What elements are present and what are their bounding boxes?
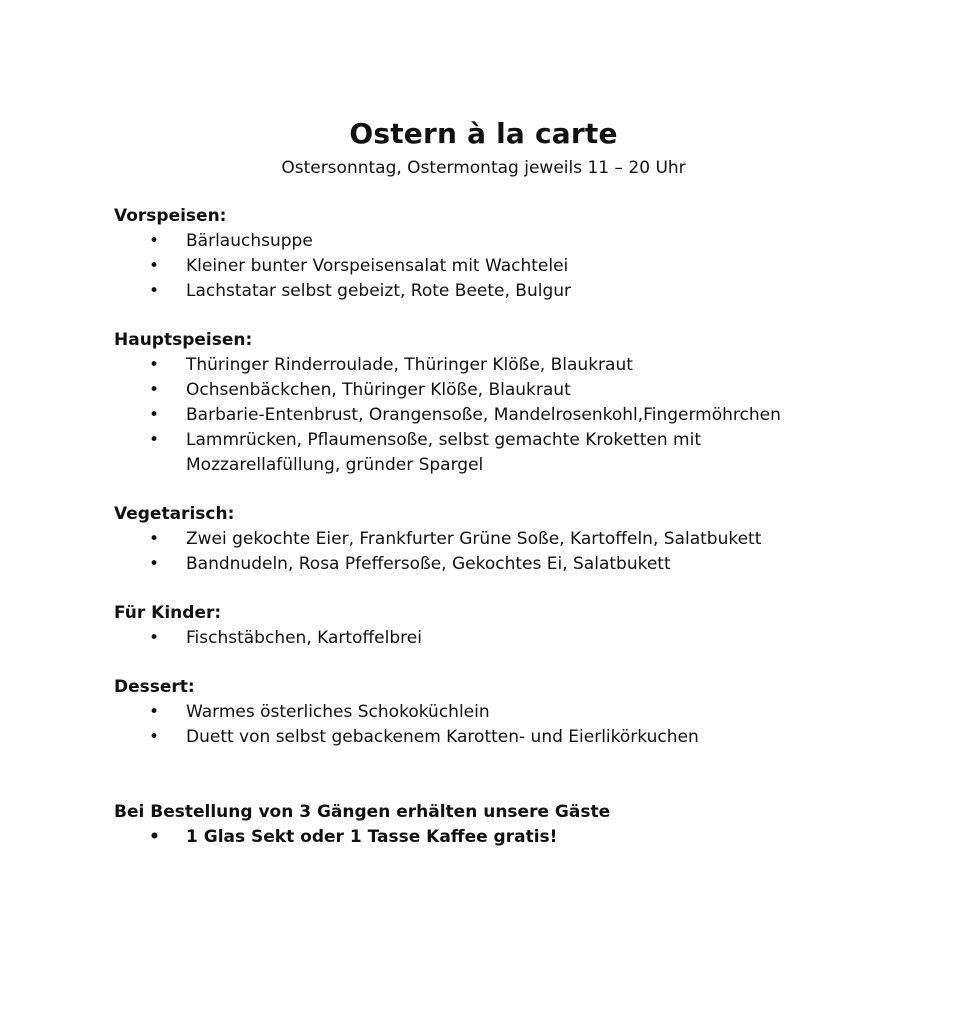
list-item: [114, 527, 874, 552]
item-text: Lachstatar selbst gebeizt, Rote Beete, Bulgur: [186, 281, 572, 301]
section-heading: Dessert:: [114, 677, 195, 697]
section-fuer-kinder: [114, 601, 874, 651]
section-vegetarisch: [114, 502, 874, 577]
item-list: [114, 825, 874, 850]
list-item: [114, 725, 874, 750]
item-text: Warmes österliches Schokoküchlein: [186, 702, 490, 722]
menu-content: [114, 204, 874, 850]
bullet-icon: •: [149, 281, 160, 301]
list-item: [114, 229, 874, 254]
item-text: Duett von selbst gebackenem Karotten- und Eierlikörkuchen: [186, 727, 699, 747]
bullet-icon: •: [149, 355, 160, 375]
list-item: [114, 378, 874, 403]
list-item: [114, 428, 766, 478]
bullet-icon: •: [149, 529, 160, 549]
section-heading: Hauptspeisen:: [114, 330, 253, 350]
section-vorspeisen: [114, 204, 874, 304]
bullet-icon: •: [149, 827, 160, 847]
bullet-icon: •: [149, 430, 160, 450]
bullet-icon: •: [149, 256, 160, 276]
page-title: Ostern à la carte: [349, 117, 618, 150]
list-item: [114, 279, 874, 304]
item-text: Kleiner bunter Vorspeisensalat mit Wachtelei: [186, 256, 569, 276]
item-text: Thüringer Rinderroulade, Thüringer Klöße, Blaukraut: [186, 355, 633, 375]
section-heading: Für Kinder:: [114, 603, 222, 623]
section-heading: Vorspeisen:: [114, 206, 227, 226]
item-text: Zwei gekochte Eier, Frankfurter Grüne Soße, Kartoffeln, Salatbukett: [186, 529, 762, 549]
bullet-icon: •: [149, 702, 160, 722]
offer-item: [114, 825, 874, 850]
offer-section: [114, 800, 874, 850]
item-list: [114, 527, 874, 577]
bullet-icon: •: [149, 554, 160, 574]
item-list: [114, 229, 874, 304]
list-item: [114, 254, 874, 279]
section-dessert: [114, 675, 874, 750]
offer-heading: Bei Bestellung von 3 Gängen erhälten unsere Gäste: [114, 802, 611, 822]
list-item: [114, 403, 874, 428]
list-item: [114, 552, 874, 577]
item-list: [114, 353, 874, 478]
item-text: Barbarie-Entenbrust, Orangensoße, Mandelrosenkohl,Fingermöhrchen: [186, 405, 781, 425]
bullet-icon: •: [149, 380, 160, 400]
list-item: [114, 626, 874, 651]
item-list: [114, 626, 874, 651]
bullet-icon: •: [149, 405, 160, 425]
item-text: Fischstäbchen, Kartoffelbrei: [186, 628, 422, 648]
list-item: [114, 700, 874, 725]
page-subtitle: Ostersonntag, Ostermontag jeweils 11 – 20 Uhr: [281, 158, 686, 178]
item-text: Bärlauchsuppe: [186, 231, 313, 251]
item-text: Ochsenbäckchen, Thüringer Klöße, Blaukraut: [186, 380, 571, 400]
bullet-icon: •: [149, 727, 160, 747]
bullet-icon: •: [149, 628, 160, 648]
bullet-icon: •: [149, 231, 160, 251]
item-text: 1 Glas Sekt oder 1 Tasse Kaffee gratis!: [186, 827, 558, 847]
section-heading: Vegetarisch:: [114, 504, 235, 524]
list-item: [114, 353, 874, 378]
section-hauptspeisen: [114, 328, 874, 478]
item-text: Lammrücken, Pflaumensoße, selbst gemachte Kroketten mit Mozzarellafüllung, gründer Spargel: [186, 430, 701, 475]
item-list: [114, 700, 874, 750]
item-text: Bandnudeln, Rosa Pfeffersoße, Gekochtes Ei, Salatbukett: [186, 554, 671, 574]
